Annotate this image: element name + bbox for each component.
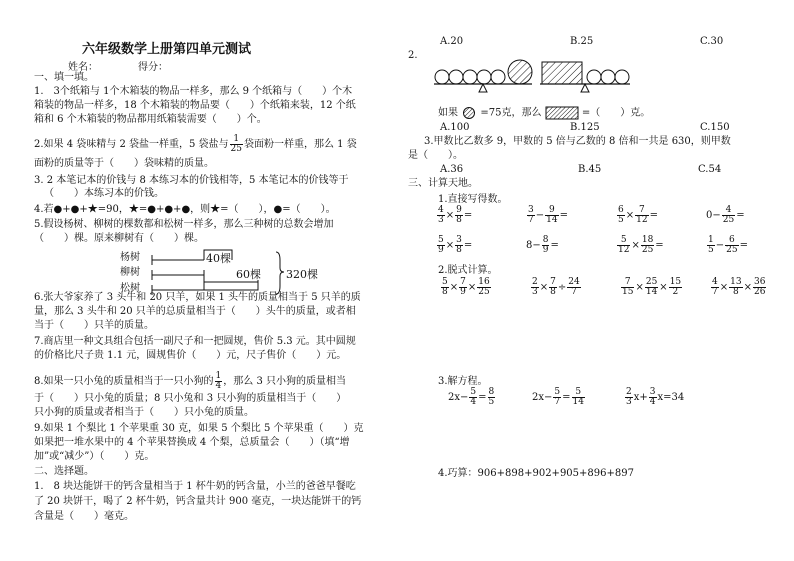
fraction-denominator: 5 [618,215,624,225]
q8-text-b: ，那么 3 只小狗的质量相当 [223,376,347,387]
hatched-rect-icon [545,106,579,120]
expression-text: 2x− [532,392,553,403]
fraction [527,206,535,225]
page-title: 六年级数学上册第四单元测试 [82,42,252,57]
expression-text: x+ [633,392,648,403]
cq2-label: 2. [408,50,418,61]
fraction-numerator: 4 [722,206,735,216]
expression-text: × [743,282,752,293]
expression-text: − [535,210,545,221]
fraction-numerator: 8 [488,387,495,397]
fraction-denominator: 7 [571,287,577,297]
q6-line: 量，那么 3 头牛和 20 只羊的总质量相当于（ ）头牛的质量，或者相 [34,306,356,317]
option-b: B.125 [570,122,600,133]
fraction-denominator: 25 [230,144,242,154]
fraction-numerator: 7 [460,277,466,287]
cq1-line: 含量是（ ）毫克。 [34,511,134,522]
fraction [549,278,557,297]
cq1-line: 了 20 块饼干，喝了 2 杯牛奶，钙含量共计 900 毫克，一块达能饼干的钙 [34,496,362,507]
fraction-denominator: 4 [470,397,477,407]
question-4: 4.若●+●+★=90，★=●+●+●，则★=（ ），●=（ ）。 [34,204,336,215]
q3-line: 3. 2 本笔记本的价钱与 8 本练习本的价钱相等，5 本笔记本的价钱等于 [34,175,349,186]
fraction [669,278,682,297]
fraction-numerator: 4 [712,277,718,287]
fraction-numerator: 5 [572,388,585,398]
q5-line: （ ）棵。原来柳树有（ ）棵。 [34,233,204,244]
fraction [441,278,449,297]
expression-text: × [625,210,635,221]
fraction [437,206,445,225]
fraction-denominator: 12 [618,245,630,255]
fraction-numerator: 4 [438,205,444,215]
q2-line: 面粉的质量等于（ ）袋味精的质量。 [34,158,214,169]
fraction-denominator: 26 [753,287,766,297]
fraction-numerator: 15 [669,277,682,287]
fraction-numerator: 1 [230,135,243,145]
equation-row [448,388,748,414]
expression [616,236,664,255]
fraction [722,206,735,225]
expression [530,278,582,297]
q9-line: 加”或“减少”）（ ）克。 [34,451,155,462]
option-b: B.45 [578,164,602,175]
fraction [621,278,634,297]
fraction [617,206,625,225]
sub4-label: 4.巧算：906+898+902+905+896+897 [438,468,634,479]
label-yang: 杨树 [120,252,140,263]
fraction-numerator: 18 [641,235,654,245]
fraction [711,278,719,297]
fraction [477,278,490,297]
fraction-numerator: 1 [215,371,222,381]
fraction [625,388,633,407]
fraction [649,388,657,407]
q2-text-b: 袋面粉一样重，那么 1 袋 [243,139,357,150]
expression [436,236,472,255]
fraction [572,388,585,407]
fraction [725,236,738,255]
q8-line: 只小狗的质量或者相当于（ ）只小兔的质量。 [34,407,254,418]
option-a: A.20 [440,36,464,47]
option-b: B.25 [570,36,594,47]
fraction [545,206,558,225]
expression [616,206,658,225]
option-c: C.54 [698,164,722,175]
expression-text: = [478,392,487,403]
q8-line [34,372,346,391]
fraction-numerator: 3 [528,205,534,215]
q1-line: 箱装的物品一样多，18 个木箱装的物品要（ ）个纸箱来装，12 个纸 [34,100,356,111]
fraction-denominator: 8 [456,245,462,255]
fraction [455,236,463,255]
fraction-denominator: 8 [732,287,739,297]
q7-line: 7.商店里一种文具组合包括一副尺子和一把圆规，售价 5.3 元。其中圆规 [34,336,356,347]
q8-line: 于（ ）只小兔的质量；8 只小兔和 3 只小狗的质量相当于（ ） [34,393,347,404]
fraction-numerator: 2 [532,277,538,287]
fraction [469,388,477,407]
fraction-denominator: 8 [550,287,556,297]
expression [620,278,683,297]
fraction-denominator: 8 [456,215,462,225]
fraction-denominator: 7 [712,287,718,297]
fraction-denominator: 3 [626,397,632,407]
fraction-numerator: 5 [617,236,630,246]
expression-text: × [539,282,549,293]
q6-line: 6.张大爷家养了 3 头牛和 20 只羊，如果 1 头牛的质量相当于 5 只羊的质 [34,292,361,303]
expression-text: = [562,392,571,403]
sub3-label: 3.解方程。 [438,376,488,387]
fraction-numerator: 8 [542,235,549,245]
fraction-denominator: 25 [726,245,738,255]
fraction-numerator: 5 [554,387,561,397]
fraction-denominator: 4 [215,381,222,391]
option-a: A.36 [440,164,464,175]
equation [448,388,496,407]
label-liu: 柳树 [120,267,140,278]
label-40: 40棵 [206,252,231,265]
fraction-denominator: 7 [554,397,561,407]
mental-calc-row-1 [436,206,776,232]
expression [436,206,472,225]
expression-text: = [463,240,473,251]
expression-text: × [445,210,455,221]
q1-line: 箱和 6 个木箱装的物品都用纸箱装需要（ ）个。 [34,114,267,125]
fraction-denominator: 2 [672,287,679,297]
expression [526,206,568,225]
fraction-numerator: 36 [753,277,766,287]
sub1-label: 1.直接写得数。 [438,194,508,205]
fraction-numerator: 24 [568,277,580,287]
fraction-denominator: 5 [488,397,495,407]
option-c: C.30 [700,36,724,47]
expression-text: 8− [526,240,541,251]
fraction-denominator: 4 [649,397,656,407]
fraction [567,278,580,297]
expression-text: × [631,240,640,251]
expression-text: × [635,282,644,293]
fraction [645,278,658,297]
q5-line: 5.假设杨树、柳树的棵数都和松树一样多，那么三种树的总数会增加 [34,219,334,230]
cq3-line: 3.甲数比乙数多 9，甲数的 5 倍与乙数的 8 倍和一共是 630，则甲数 [424,136,731,147]
cq2-text-a: 如果 [438,107,458,119]
cq2-text-c: =（ ）克。 [581,107,651,119]
expression [710,278,767,297]
expression-text: × [719,282,729,293]
fraction-numerator: 7 [635,206,648,216]
fraction-denominator: 9 [460,287,466,297]
fraction-numerator: 6 [618,205,624,215]
cq2-text [438,106,650,120]
fraction-numerator: 1 [708,235,714,245]
fraction-denominator: 12 [636,215,648,225]
equation [624,388,684,407]
option-c: C.150 [700,122,730,133]
fraction-numerator: 9 [545,206,558,216]
fraction-numerator: 7 [550,277,556,287]
expression-text: = [736,210,745,221]
fraction-denominator: 14 [546,215,558,225]
fraction-numerator: 2 [626,387,632,397]
expression [706,236,748,255]
q2-line [34,135,357,154]
fraction-denominator: 5 [708,245,714,255]
section2-heading: 二、选择题。 [34,466,94,477]
expression [440,278,492,297]
fraction-denominator: 15 [622,287,634,297]
fraction [459,278,467,297]
expression-text: × [467,282,477,293]
expression-text: = [550,240,559,251]
fraction-denominator: 25 [478,287,490,297]
cq3-line: 是（ ）。 [408,150,463,161]
fraction-denominator: 3 [438,215,444,225]
fraction-denominator: 25 [722,215,735,225]
fraction-numerator: 13 [730,277,742,287]
expression [526,236,559,255]
fraction-numerator: 9 [456,205,462,215]
fraction-denominator: 3 [532,287,538,297]
expression-text: = [655,240,664,251]
fraction [753,278,766,297]
q6-line: 当于（ ）只羊的质量。 [34,320,154,331]
expression-text: = [739,240,748,251]
fraction-numerator: 5 [438,235,444,245]
fraction-denominator: 14 [572,397,584,407]
option-a: A.100 [440,122,470,133]
label-60: 60棵 [236,268,261,281]
q1-line: 1. 3个纸箱与 1个木箱装的物品一样多，那么 9 个纸箱与（ ）个木 [34,86,353,97]
fraction-numerator: 16 [478,277,490,287]
fraction-denominator: 25 [641,245,654,255]
expression-text: = [559,210,568,221]
q9-line: 如果把一堆水果中的 4 个苹果替换成 4 个梨，总质量会（ ）（填“增 [34,437,350,448]
sub2-label: 2.脱式计算。 [438,265,498,276]
q2-text-a: 2.如果 4 袋味精与 2 袋盐一样重，5 袋盐与 [34,139,229,150]
fraction-numerator: 7 [621,278,634,288]
fraction [641,236,654,255]
fraction-numerator: 5 [470,387,477,397]
expression [706,206,745,225]
hatched-circle-icon [461,107,477,119]
equation [532,388,586,407]
expression-text: × [659,282,668,293]
expression-text: 0− [706,210,721,221]
fraction [635,206,648,225]
fraction-denominator: 9 [438,245,444,255]
fraction [437,236,445,255]
q7-line: 的价格比尺子贵 1.1 元，圆规售价（ ）元，尺子售价（ ）元。 [34,350,347,361]
fraction-denominator: 14 [645,287,658,297]
fraction [488,388,496,407]
fraction-numerator: 5 [442,277,448,287]
label-song: 松树 [120,283,140,294]
expression-text: = [649,210,658,221]
fraction-denominator: 9 [542,245,549,255]
cq1-line: 1. 8 块达能饼干的钙含量相当于 1 杯牛奶的钙含量，小兰的爸爸早餐吃 [34,481,356,492]
q8-text-a: 8.如果一只小兔的质量相当于一只小狗的 [34,376,214,387]
fraction [729,278,742,297]
q8-fraction [215,372,223,391]
fraction-numerator: 3 [456,235,462,245]
section3-heading: 三、计算天地。 [408,178,478,189]
expression-text: − [715,240,725,251]
name-label: 姓名： [68,62,98,73]
fraction-numerator: 6 [725,236,738,246]
label-320: 320棵 [286,268,318,281]
fraction-denominator: 7 [528,215,534,225]
fraction [542,236,550,255]
fraction [531,278,539,297]
fraction [553,388,561,407]
expression-text: 2x− [448,392,469,403]
fraction-numerator: 3 [649,387,656,397]
section1-heading: 一、填一填。 [34,72,94,83]
score-label: 得分： [138,62,168,73]
expression-text: × [445,240,455,251]
fraction [617,236,630,255]
balance-scales-figure [432,58,632,98]
fraction-denominator: 8 [442,287,448,297]
expression-text: ÷ [557,282,567,293]
expression-text: x=34 [657,392,685,403]
expression-text: × [449,282,459,293]
mental-calc-row-2 [436,236,776,262]
q9-line: 9.如果 1 个梨比 1 个苹果重 30 克，如果 5 个梨比 5 个苹果重（ ）克 [34,423,364,434]
stepwise-calc-row [440,278,780,304]
q3-line: （ ）本练习本的价钱。 [44,188,164,199]
fraction [707,236,715,255]
fraction [455,206,463,225]
cq2-text-b: =75克，那么 [480,107,542,119]
expression-text: = [463,210,473,221]
fraction-numerator: 25 [645,277,658,287]
q2-fraction [230,135,243,154]
